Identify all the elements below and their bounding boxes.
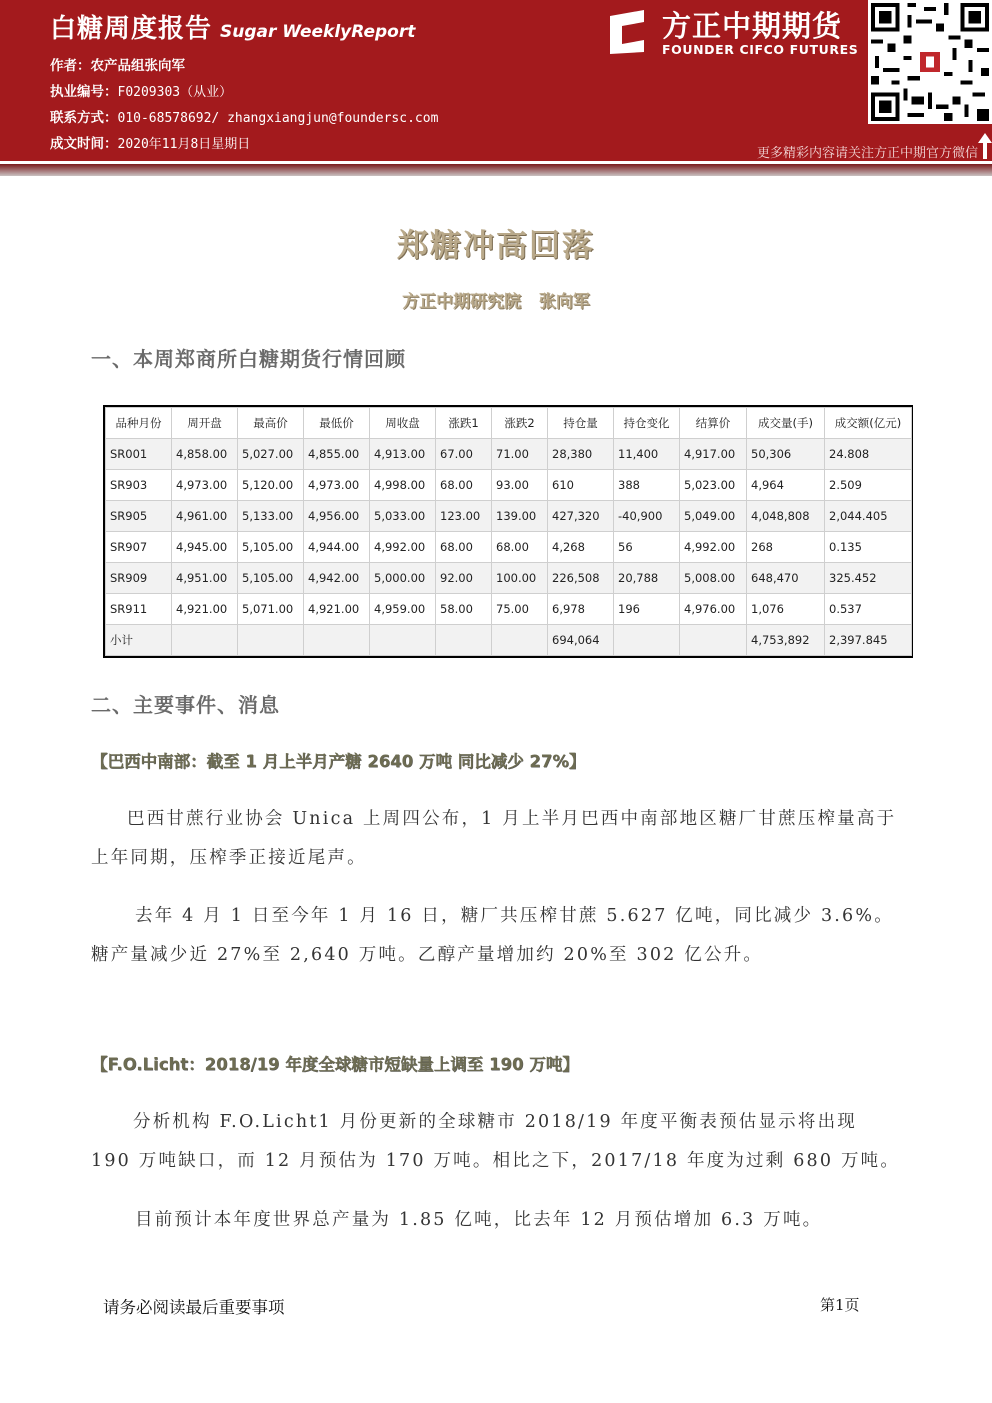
table-cell: [370, 625, 436, 656]
table-cell: 4,913.00: [370, 439, 436, 470]
news-title-brazil: 【巴西中南部：截至 1 月上半月产糖 2640 万吨 同比减少 27%】: [91, 752, 586, 771]
table-body: [106, 439, 912, 656]
news-paragraph: 目前预计本年度世界总产量为 1.85 亿吨，比去年 12 月预估增加 6.3 万吨。: [135, 1210, 823, 1230]
table-cell: 4,961.00: [172, 501, 238, 532]
table-column-header: 成交额(亿元): [825, 408, 912, 439]
date-line: 成文时间：2020年11月8日星期日: [50, 136, 251, 152]
qr-code-icon: [868, 0, 992, 124]
table-row: [106, 439, 912, 470]
table-cell: 0.537: [825, 594, 912, 625]
table-column-header: 品种月份: [106, 408, 172, 439]
table-cell: 2,044.405: [825, 501, 912, 532]
table-cell: 4,944.00: [304, 532, 370, 563]
table-cell: SR903: [106, 470, 172, 501]
table-header-row: [106, 408, 912, 439]
news-paragraph: 去年 4 月 1 日至今年 1 月 16 日，糖厂共压榨甘蔗 5.627 亿吨，同比减少 3.6%。糖产量减少近 27%至 2,640 万吨。乙醇产量增加约 20%至 302 亿公升。: [91, 906, 894, 965]
table-cell: [172, 625, 238, 656]
table-cell: 0.135: [825, 532, 912, 563]
table-cell: 4,992.00: [680, 532, 747, 563]
table-cell: 28,380: [548, 439, 614, 470]
section-heading-news: 二、主要事件、消息: [91, 693, 280, 717]
arrow-up-icon: [978, 133, 992, 159]
table-column-header: 成交量(手): [747, 408, 825, 439]
license-line: 执业编号：F0209303（从业）: [50, 84, 233, 100]
table-cell: [238, 625, 304, 656]
table-cell: 5,133.00: [238, 501, 304, 532]
header-banner: [0, 0, 992, 161]
report-byline: 方正中期研究院 张向军: [402, 292, 590, 312]
table-row: [106, 594, 912, 625]
table-row: [106, 563, 912, 594]
logo-name-en: FOUNDER CIFCO FUTURES: [662, 42, 859, 57]
table-cell: 4,976.00: [680, 594, 747, 625]
table-cell: 123.00: [436, 501, 492, 532]
table-cell: 1,076: [747, 594, 825, 625]
table-row: [106, 532, 912, 563]
table-column-header: 持仓量: [548, 408, 614, 439]
table-column-header: 最低价: [304, 408, 370, 439]
table-cell: 268: [747, 532, 825, 563]
table-cell: 5,033.00: [370, 501, 436, 532]
table-row: [106, 470, 912, 501]
news-title-folicht: 【F.O.Licht：2018/19 年度全球糖市短缺量上调至 190 万吨】: [91, 1055, 579, 1074]
table-cell: 139.00: [492, 501, 548, 532]
table-cell: 68.00: [436, 470, 492, 501]
table-column-header: 周开盘: [172, 408, 238, 439]
company-logo: [604, 4, 862, 60]
table-cell: 6,978: [548, 594, 614, 625]
table-cell: 75.00: [492, 594, 548, 625]
table-column-header: 涨跌2: [492, 408, 548, 439]
founder-logo-icon: [604, 8, 652, 56]
news-paragraph: 分析机构 F.O.Licht1 月份更新的全球糖市 2018/19 年度平衡表预估显示将出现 190 万吨缺口，而 12 月预估为 170 万吨。相比之下，2017/18 年度为过剩 680 万吨。: [91, 1112, 901, 1171]
table-column-header: 涨跌1: [436, 408, 492, 439]
table-cell: -40,900: [614, 501, 680, 532]
table-cell: 4,951.00: [172, 563, 238, 594]
table-cell: 4,992.00: [370, 532, 436, 563]
table-cell: 93.00: [492, 470, 548, 501]
table-column-header: 持仓变化: [614, 408, 680, 439]
table-cell: [492, 625, 548, 656]
table-cell: 196: [614, 594, 680, 625]
table-cell: 4,268: [548, 532, 614, 563]
table-cell: 5,071.00: [238, 594, 304, 625]
table-cell: 4,921.00: [172, 594, 238, 625]
table-cell: SR907: [106, 532, 172, 563]
table-cell: 325.452: [825, 563, 912, 594]
table-cell: SR905: [106, 501, 172, 532]
logo-name-cn: 方正中期期货: [662, 9, 843, 43]
author-line: 作者：农产品组张向军: [50, 58, 185, 74]
table-column-header: 结算价: [680, 408, 747, 439]
table-cell: 68.00: [436, 532, 492, 563]
table-cell: 4,998.00: [370, 470, 436, 501]
footer-notice: 请务必阅读最后重要事项: [103, 1298, 285, 1317]
table-cell: 5,105.00: [238, 563, 304, 594]
table-cell: 4,917.00: [680, 439, 747, 470]
table-cell: 4,973.00: [304, 470, 370, 501]
table-cell: 5,105.00: [238, 532, 304, 563]
table-cell: 5,027.00: [238, 439, 304, 470]
table-cell: 56: [614, 532, 680, 563]
header-divider: [0, 164, 992, 176]
page-number: 第1页: [820, 1296, 860, 1314]
table-cell: 4,855.00: [304, 439, 370, 470]
table-cell: SR909: [106, 563, 172, 594]
table-cell: 694,064: [548, 625, 614, 656]
table-cell: 2.509: [825, 470, 912, 501]
table-cell: 5,049.00: [680, 501, 747, 532]
table-cell: 4,858.00: [172, 439, 238, 470]
table-cell: [436, 625, 492, 656]
table-cell: 4,921.00: [304, 594, 370, 625]
table-cell: 24.808: [825, 439, 912, 470]
table-cell: SR001: [106, 439, 172, 470]
table-cell: 4,973.00: [172, 470, 238, 501]
table-cell: 4,959.00: [370, 594, 436, 625]
table-cell: 50,306: [747, 439, 825, 470]
table-cell: 610: [548, 470, 614, 501]
table-cell: 67.00: [436, 439, 492, 470]
table-cell: [304, 625, 370, 656]
report-series-title-en: Sugar WeeklyReport: [220, 22, 416, 42]
table-cell: 4,956.00: [304, 501, 370, 532]
table-cell: 4,964: [747, 470, 825, 501]
table-row: [106, 501, 912, 532]
table-cell: [680, 625, 747, 656]
table-cell: 4,753,892: [747, 625, 825, 656]
table-cell: 5,120.00: [238, 470, 304, 501]
table-cell: 4,048,808: [747, 501, 825, 532]
table-column-header: 最高价: [238, 408, 304, 439]
news-paragraph: 巴西甘蔗行业协会 Unica 上周四公布，1 月上半月巴西中南部地区糖厂甘蔗压榨量高于上年同期，压榨季正接近尾声。: [91, 809, 897, 868]
report-series-title: 白糖周度报告 Sugar WeeklyReport: [50, 14, 416, 44]
table-cell: 58.00: [436, 594, 492, 625]
table-cell: 小计: [106, 625, 172, 656]
table-cell: 5,023.00: [680, 470, 747, 501]
table-cell: 71.00: [492, 439, 548, 470]
table-cell: [614, 625, 680, 656]
table-cell: 4,942.00: [304, 563, 370, 594]
table-cell: 68.00: [492, 532, 548, 563]
table-cell: 92.00: [436, 563, 492, 594]
table-cell: 648,470: [747, 563, 825, 594]
table-cell: 2,397.845: [825, 625, 912, 656]
report-title: 郑糖冲高回落: [397, 228, 595, 264]
table-cell: 4,945.00: [172, 532, 238, 563]
table-cell: 427,320: [548, 501, 614, 532]
table-cell: 20,788: [614, 563, 680, 594]
table-cell: 388: [614, 470, 680, 501]
table-cell: 5,008.00: [680, 563, 747, 594]
table-row: [106, 625, 912, 656]
table-cell: 11,400: [614, 439, 680, 470]
contact-line: 联系方式：010-68578692/ zhangxiangjun@foundersc.com: [50, 110, 439, 126]
table-column-header: 周收盘: [370, 408, 436, 439]
table-cell: SR911: [106, 594, 172, 625]
table-cell: 100.00: [492, 563, 548, 594]
follow-wechat-text: 更多精彩内容请关注方正中期官方微信: [756, 146, 978, 161]
quotes-table: [105, 407, 912, 656]
table-cell: 5,000.00: [370, 563, 436, 594]
table-cell: 226,508: [548, 563, 614, 594]
section-heading-market-review: 一、本周郑商所白糖期货行情回顾: [91, 347, 406, 371]
futures-quotes-table: [103, 405, 913, 658]
